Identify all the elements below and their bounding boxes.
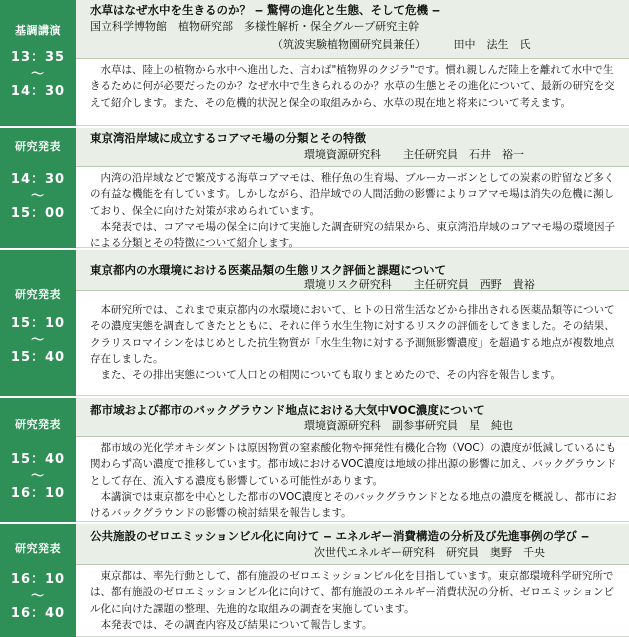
time-end: 15：00 [10, 206, 66, 221]
session-header [76, 128, 629, 167]
time-separator: ～ [30, 189, 45, 204]
session-abstract [76, 300, 629, 396]
session-time [0, 314, 76, 368]
abstract-paragraph: 都市域の光化学オキシダントは原因物質の窒素酸化物や揮発性有機化合物（VOC）の濃度が低減しているにも関わらず高い濃度で推移しています。都市域におけるVOC濃度は地域の排出源の影響に加え、バックグラウンドとして存在、流入する濃度も影響している可能性があります。 [90, 442, 617, 487]
session-sidebar [0, 398, 76, 522]
session-title: 東京都内の水環境における医薬品類の生態リスク評価と課題について [90, 263, 447, 277]
session-talk-4 [0, 524, 629, 637]
time-start: 14：30 [10, 172, 66, 187]
time-separator: ～ [30, 469, 45, 484]
time-end: 15：40 [10, 350, 66, 365]
time-end: 16：10 [10, 486, 66, 501]
speaker-affiliation: 環境リスク研究科 主任研究員 西野 貴裕 [304, 278, 535, 291]
session-sidebar [0, 250, 76, 396]
session-talk-1 [0, 128, 629, 248]
session-tag: 研究発表 [15, 542, 61, 555]
abstract-paragraph: 水草は、陸上の植物から水中へ進出した、言わば"植物界のクジラ"です。慣れ親しんだ陸上を離れて水中で生きるために何が必要だったのか？なぜ水中で生きられるのか？水草の生態とその進化について、最新の研究を交えて紹介します。また、その危機的状況と保全の取組みから、水草の現在地と将来について考えます。 [90, 64, 615, 109]
time-start: 15：40 [10, 452, 66, 467]
time-start: 15：10 [10, 316, 66, 331]
speaker-affiliation: 国立科学博物館 植物研究部 多様性解析・保全グループ研究主幹 [90, 20, 420, 33]
session-abstract [76, 60, 629, 126]
time-start: 13：35 [10, 50, 66, 65]
speaker-affiliation: 環境資源研究科 副参事研究員 星 純也 [304, 419, 513, 432]
abstract-paragraph: 本発表では、その調査内容及び結果について報告します。 [100, 618, 373, 631]
session-time [0, 570, 76, 624]
session-header [76, 524, 629, 565]
abstract-paragraph: 本講演では東京都を中心とした都市のVOC濃度とそのバックグラウンドとなる地点の濃度を概説し、都市におけるバックグラウンドの影響の検討結果を報告します。 [90, 490, 617, 520]
abstract-paragraph: 東京都は、率先行動として、都有施設のゼロエミッションビル化を目指しています。東京都環境科学研究所では、都有施設のゼロエミッションビル化に向けて、都有施設のエネルギー消費状況の分析、ゼロエミッションビル化に向けた課題の整理、先進的な取組みの調査を実施しています。 [90, 570, 614, 615]
abstract-paragraph: 本発表では、コアマモ場の保全に向けて実施した調査研究の結果から、東京湾沿岸域のコアマモ場の環境因子による分類とその特徴について紹介します。 [90, 220, 615, 250]
time-separator: ～ [30, 333, 45, 348]
session-tag: 研究発表 [15, 418, 61, 431]
session-sidebar [0, 128, 76, 248]
session-tag: 基調講演 [15, 24, 61, 37]
session-tag: 研究発表 [15, 288, 61, 301]
session-abstract [76, 438, 629, 522]
speaker-affiliation: 次世代エネルギー研究科 研究員 奥野 千央 [314, 546, 545, 559]
session-header [76, 398, 629, 437]
abstract-paragraph: 本研究所では、これまで東京都内の水環境において、ヒトの日常生活などから排出される医薬品類等についてその濃度実態を調査してきたとともに、それに伴う水生生物に対するリスクの評価をしてきました。その結果、クラリスロマイシンをはじめとした抗生物質が「水生生物に対する予測無影響濃度」を超過する地点が複数地点存在しました。 [90, 304, 615, 365]
time-separator: ～ [30, 67, 45, 82]
abstract-paragraph: また、その排出実態について人口との相関についても取りまとめたので、その内容を報告します。 [100, 369, 562, 382]
abstract-paragraph: 内湾の沿岸域などで繁茂する海草コアマモは、稚仔魚の生育場、ブルーカーボンとしての炭素の貯留など多くの有益な機能を有しています。しかしながら、沿岸域での人間活動の影響によりコアマモ場は消失の危機に瀕しており、保全に向けた対策が求められています。 [90, 172, 615, 217]
session-time [0, 170, 76, 224]
session-sidebar [0, 0, 76, 126]
session-title: 都市域および都市のバックグラウンド地点における大気中VOC濃度について [90, 403, 485, 417]
speaker-affiliation: 環境資源研究科 主任研究員 石井 裕一 [304, 148, 524, 161]
speaker-name: （筑波実験植物園研究員兼任） 田中 法生 氏 [272, 38, 531, 51]
session-time [0, 48, 76, 102]
session-title: 水草はなぜ水中を生きるのか？ ‒ 驚愕の進化と生態、そして危機 ‒ [90, 3, 441, 17]
session-header [76, 250, 629, 291]
session-keynote [0, 0, 629, 126]
session-time [0, 450, 76, 504]
session-abstract [76, 566, 629, 637]
session-abstract [76, 168, 629, 248]
session-title: 東京湾沿岸域に成立するコアマモ場の分類とその特徴 [90, 131, 366, 145]
session-talk-3 [0, 398, 629, 522]
time-end: 16：40 [10, 606, 66, 621]
time-separator: ～ [30, 589, 45, 604]
session-tag: 研究発表 [15, 140, 61, 153]
session-sidebar [0, 524, 76, 637]
session-talk-2 [0, 250, 629, 396]
time-end: 14：30 [10, 84, 66, 99]
session-title: 公共施設のゼロエミッションビル化に向けて ‒ エネルギー消費構造の分析及び先進事例の学び ‒ [90, 529, 590, 543]
time-start: 16：10 [10, 572, 66, 587]
session-header [76, 0, 629, 59]
